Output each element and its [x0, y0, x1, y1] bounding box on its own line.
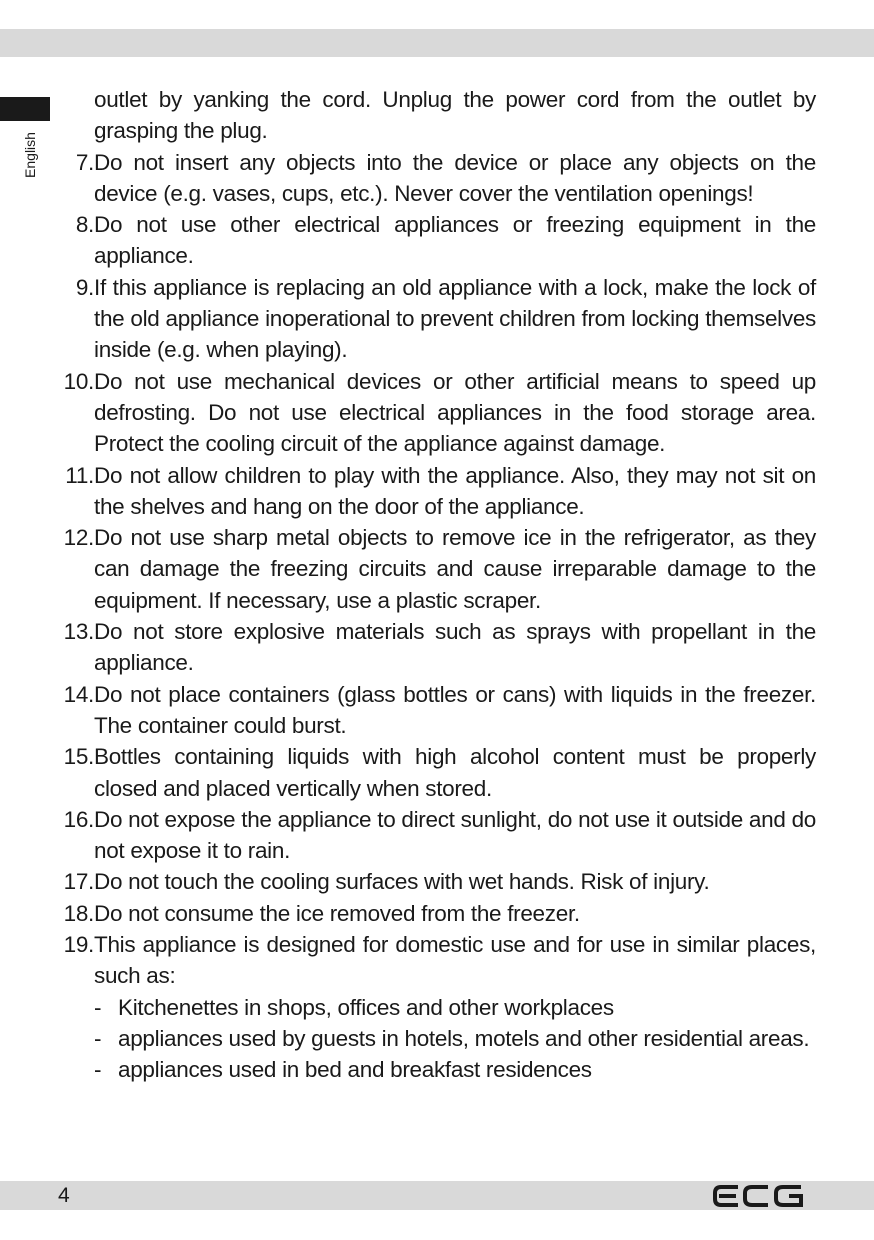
item-text: If this appliance is replacing an old appliance with a lock, make the lock of the old appliance inoperational to prevent children from locking themselves inside (e.g. when playing). — [94, 274, 816, 363]
item-number: 9. — [75, 274, 94, 300]
item-number: 11. — [65, 462, 94, 488]
item-number: 17. — [63, 869, 94, 895]
list-item — [56, 522, 816, 616]
continuation-paragraph: outlet by yanking the cord. Unplug the power cord from the outlet by grasping the plug. — [94, 87, 816, 144]
page-number: 4 — [58, 1184, 70, 1207]
sub-item-text: appliances used by guests in hotels, motels and other residential areas. — [118, 1025, 810, 1051]
ecg-logo — [712, 1184, 804, 1208]
item-text: Do not allow children to play with the appliance. Also, they may not sit on the shelves and hang on the door of the appliance. — [94, 462, 816, 519]
sub-item-text: Kitchenettes in shops, offices and other workplaces — [118, 994, 614, 1020]
list-item — [56, 616, 816, 679]
item-text: Bottles containing liquids with high alcohol content must be properly closed and placed vertically when stored. — [94, 744, 816, 801]
list-item — [56, 366, 816, 460]
language-tab — [0, 97, 50, 121]
list-item — [56, 929, 816, 992]
header-bar — [0, 29, 874, 57]
item-number: 10. — [63, 368, 94, 394]
item-number: 19. — [63, 932, 94, 958]
item-number: 13. — [63, 619, 94, 645]
item-number: 8. — [75, 212, 94, 238]
sub-list-item — [56, 1054, 816, 1085]
list-item — [56, 898, 816, 929]
item-number: 12. — [63, 525, 94, 551]
list-item — [56, 460, 816, 523]
item-number: 16. — [63, 806, 94, 832]
sub-list-item — [56, 992, 816, 1023]
item-text: Do not use other electrical appliances or freezing equipment in the appliance. — [94, 212, 816, 269]
item-text: Do not insert any objects into the device or place any objects on the device (e.g. vases, cups, etc.). Never cover the ventilation openings! — [94, 149, 816, 206]
item-text: Do not store explosive materials such as sprays with propellant in the appliance. — [94, 619, 816, 676]
language-label: English — [22, 132, 38, 178]
sub-bullet: - — [94, 1025, 102, 1051]
list-item — [56, 209, 816, 272]
item-text: Do not consume the ice removed from the freezer. — [94, 900, 580, 926]
list-item — [56, 272, 816, 366]
sub-item-text: appliances used in bed and breakfast residences — [118, 1057, 592, 1083]
list-item — [56, 866, 816, 897]
item-text: Do not use mechanical devices or other artificial means to speed up defrosting. Do not use electrical appliances in the food storage area. Protect the cooling circuit of the appliance against damage. — [94, 368, 816, 457]
list-item — [56, 147, 816, 210]
item-number: 18. — [63, 900, 94, 926]
sub-bullet: - — [94, 994, 102, 1020]
item-text: This appliance is designed for domestic use and for use in similar places, such as: — [94, 932, 816, 989]
sub-list-item — [56, 1023, 816, 1054]
item-text: Do not place containers (glass bottles or cans) with liquids in the freezer. The container could burst. — [94, 681, 816, 738]
item-text: Do not use sharp metal objects to remove ice in the refrigerator, as they can damage the freezing circuits and cause irreparable damage to the equipment. If necessary, use a plastic scraper. — [94, 525, 816, 613]
item-text: Do not touch the cooling surfaces with wet hands. Risk of injury. — [94, 869, 710, 895]
list-item — [56, 679, 816, 742]
item-number: 14. — [63, 681, 94, 707]
instructions-text — [56, 84, 816, 1086]
item-number: 7. — [75, 149, 94, 175]
sub-bullet: - — [94, 1057, 102, 1083]
list-item — [56, 804, 816, 867]
list-item — [56, 741, 816, 804]
item-number: 15. — [63, 744, 94, 770]
item-text: Do not expose the appliance to direct sunlight, do not use it outside and do not expose it to rain. — [94, 806, 816, 864]
